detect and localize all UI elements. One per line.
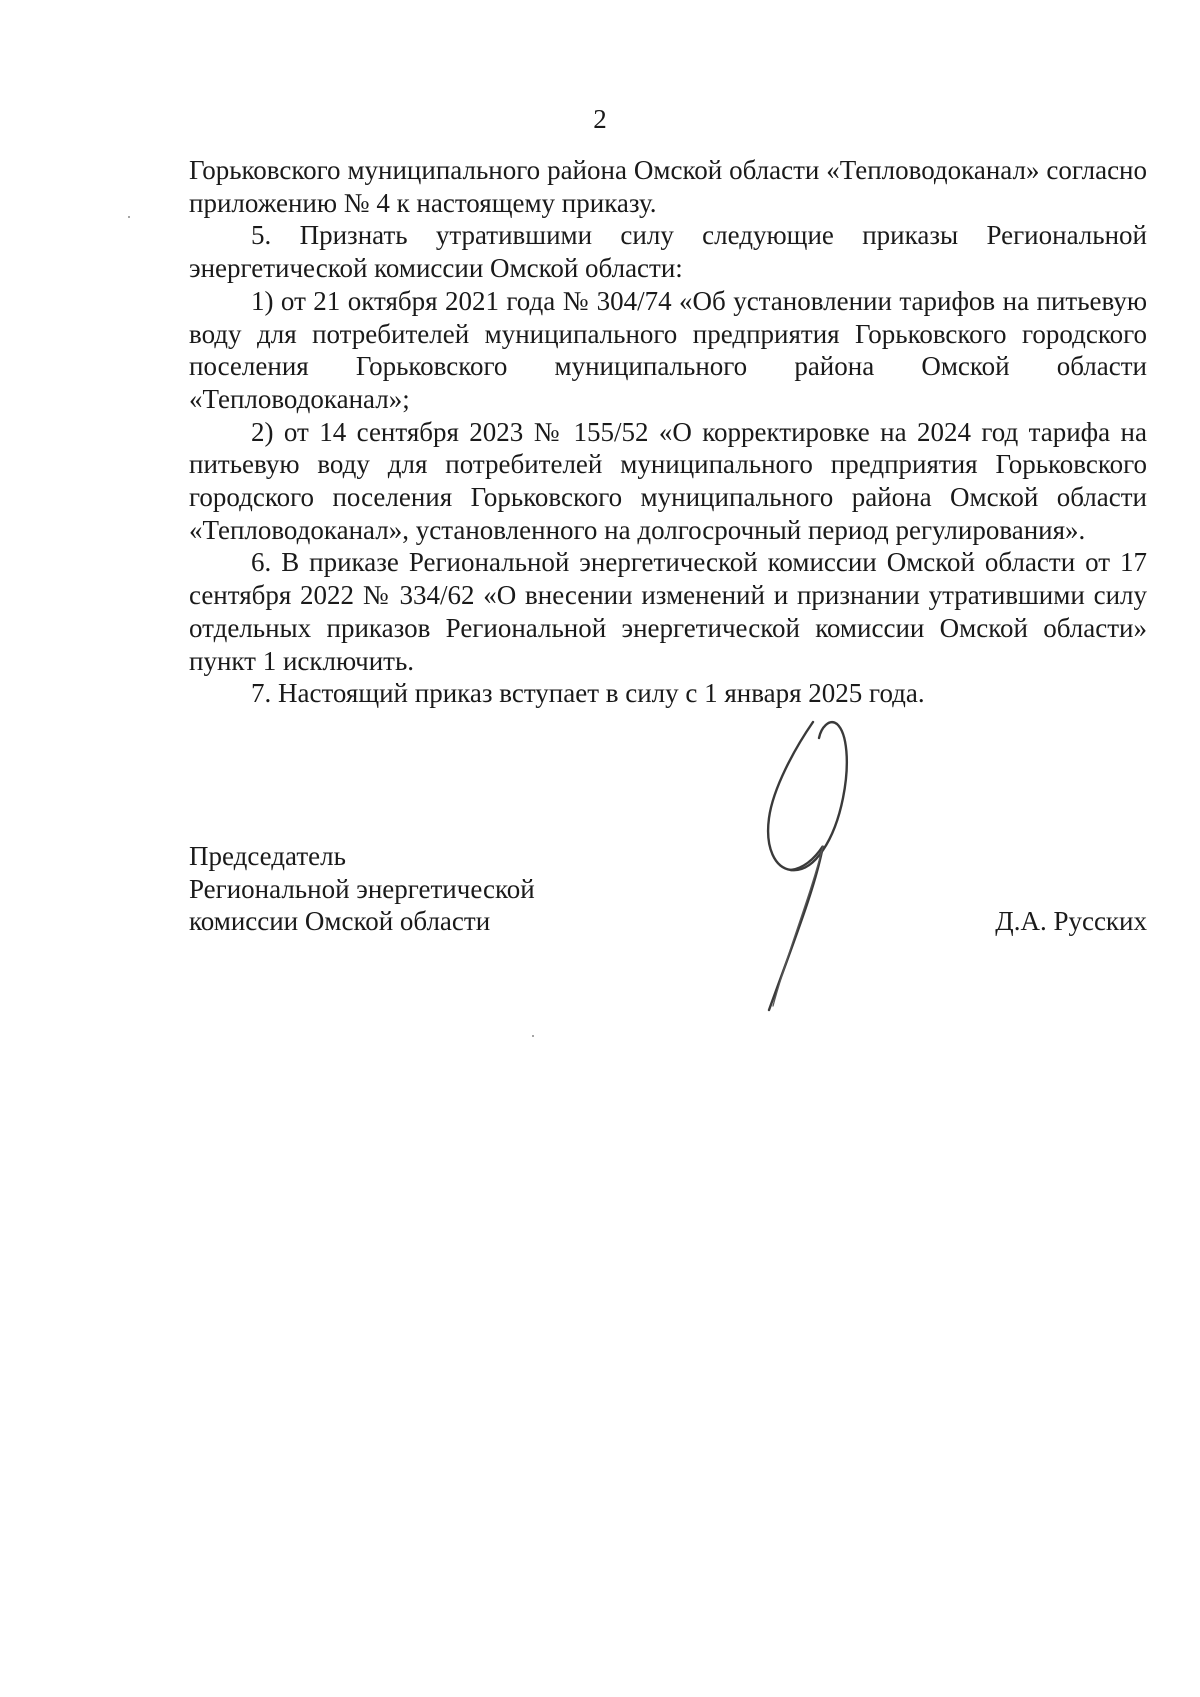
paragraph-subitem-1: 1) от 21 октября 2021 года № 304/74 «Об установлении тарифов на питьевую воду для потребителей муниципального предприятия Горьковского городского поселения Горьковского муниципального района Омской области «Тепловодоканал»;: [189, 285, 1147, 414]
scan-speck: [532, 1035, 534, 1037]
handwritten-signature: [755, 718, 905, 1018]
signer-position-line: Председатель: [189, 841, 346, 871]
paragraph-item-5: 5. Признать утратившими силу следующие приказы Региональной энергетической комиссии Омской области:: [189, 220, 1147, 284]
signer-position: [189, 840, 535, 938]
paragraph-continuation: Горьковского муниципального района Омской области «Тепловодоканал» согласно приложению № 4 к настоящему приказу.: [189, 155, 1147, 218]
signer-position-line: комиссии Омской области: [189, 906, 491, 937]
document-body: [189, 154, 1147, 710]
signer-name: Д.А. Русских: [995, 906, 1147, 936]
page-number: 2: [593, 104, 607, 134]
paragraph-item-6: 6. В приказе Региональной энергетической комиссии Омской области от 17 сентября 2022 № 334/62 «О внесении изменений и признании утратившими силу отдельных приказов Региональной энергетической комиссии Омской области» пункт 1 исключить.: [189, 547, 1147, 676]
paragraph-subitem-2: 2) от 14 сентября 2023 № 155/52 «О корректировке на 2024 год тарифа на питьевую воду для потребителей муниципального предприятия Горьковского городского поселения Горьковского муниципального района Омской области «Тепловодоканал», установленного на долгосрочный период регулирования».: [189, 416, 1147, 545]
paragraph-item-7: 7. Настоящий приказ вступает в силу с 1 января 2025 года.: [251, 678, 925, 709]
signer-position-line: Региональной энергетической: [189, 873, 535, 904]
scan-speck: [128, 216, 130, 218]
